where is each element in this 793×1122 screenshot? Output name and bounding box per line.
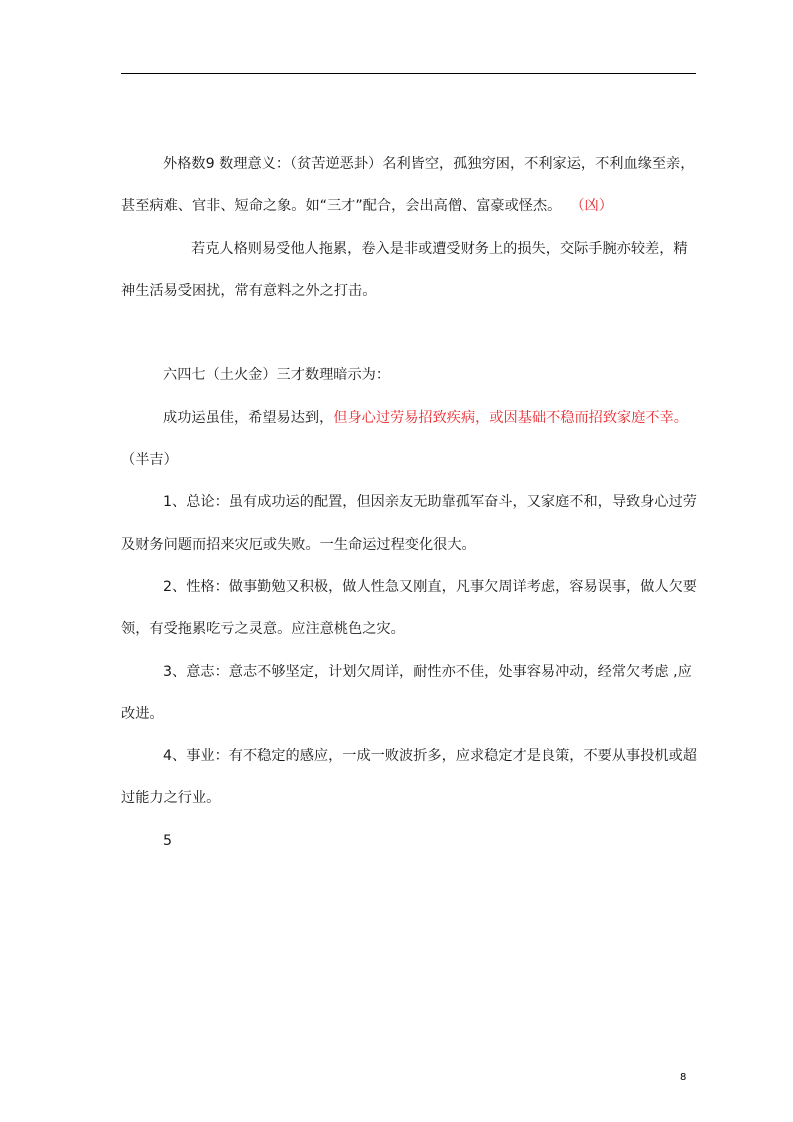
list-item-line: 4、事业：有不稳定的感应，一成一败波折多，应求稳定才是良策，不要从事投机或超	[163, 748, 697, 765]
list-item-line: 1、总论：虽有成功运的配置，但因亲友无助靠孤军奋斗，又家庭不和，导致身心过劳	[163, 494, 697, 511]
verdict-label: （半吉）	[121, 452, 178, 469]
warning-text: 但身心过劳易招致疾病，或因基础不稳而招致家庭不幸。	[333, 409, 688, 426]
page-number: 8	[680, 1072, 687, 1083]
paragraph-line: 神生活易受困扰，常有意料之外之打击。	[121, 282, 377, 299]
spacer	[121, 312, 693, 354]
list-item-line: 过能力之行业。	[121, 790, 221, 807]
header-rule	[121, 73, 696, 74]
paragraph-text: 甚至病难、官非、短命之象。如“三才”配合，会出高僧、富豪或怪杰。	[121, 198, 562, 215]
verdict-label: （凶）	[570, 198, 613, 215]
document-body	[121, 143, 697, 862]
paragraph-line: 外格数9 数理意义：（贫苦逆恶卦）名利皆空，孤独穷困，不利家运，不利血缘至亲，	[163, 156, 695, 172]
list-item-line: 改进。	[121, 705, 164, 722]
paragraph-line	[121, 397, 693, 439]
trailing-number: 5	[163, 832, 173, 849]
section-heading: 六四七（土火金）三才数理暗示为：	[163, 367, 391, 384]
paragraph-text: 成功运虽佳，希望易达到，	[163, 409, 334, 426]
list-item-line: 3、意志：意志不够坚定，计划欠周详，耐性亦不佳，处事容易冲动，经常欠考虑 ,应	[163, 663, 692, 680]
list-item-line: 领，有受拖累吃亏之灵意。应注意桃色之灾。	[121, 621, 405, 638]
list-item-line: 2、性格：做事勤勉又积极，做人性急又刚直，凡事欠周详考虑，容易误事，做人欠要	[163, 578, 697, 595]
paragraph-line	[121, 185, 693, 227]
list-item-line: 及财务问题而招来灾厄或失败。一生命运过程变化很大。	[121, 536, 476, 553]
paragraph-line: 若克人格则易受他人拖累，卷入是非或遭受财务上的损失，交际手腕亦较差，精	[191, 240, 688, 257]
